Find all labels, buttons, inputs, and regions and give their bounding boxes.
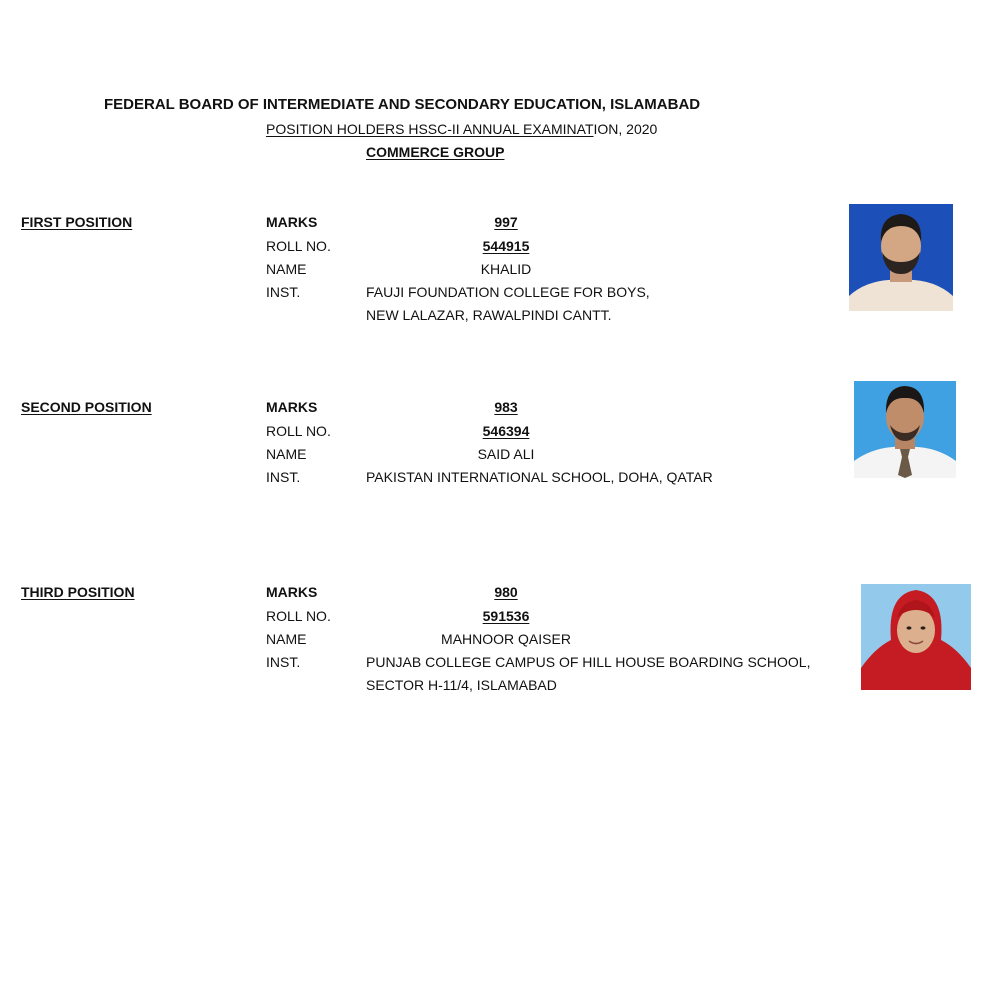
inst-label: INST. [266,284,301,300]
marks-label: MARKS [266,214,318,230]
marks-value: 980 [494,584,518,600]
roll-value: 544915 [482,238,530,254]
roll-label: ROLL NO. [266,608,331,624]
position-title: THIRD POSITION [21,584,135,600]
inst-value-line2: SECTOR H-11/4, ISLAMABAD [366,677,557,693]
inst-value-line1: FAUJI FOUNDATION COLLEGE FOR BOYS, [366,284,650,300]
student-photo-third [861,584,971,690]
inst-label: INST. [266,469,301,485]
roll-value: 591536 [482,608,530,624]
exam-title-underlined: POSITION HOLDERS HSSC-II ANNUAL EXAMINAT [266,121,594,137]
student-photo-second [854,381,956,478]
exam-title [266,121,657,137]
name-label: NAME [266,631,307,647]
roll-value: 546394 [482,423,530,439]
marks-value: 997 [494,214,518,230]
name-value: MAHNOOR QAISER [441,631,571,647]
inst-value-line2: NEW LALAZAR, RAWALPINDI CANTT. [366,307,612,323]
group-title: COMMERCE GROUP [366,144,505,160]
marks-label: MARKS [266,584,318,600]
inst-value-line1: PAKISTAN INTERNATIONAL SCHOOL, DOHA, QATAR [366,469,713,485]
name-value: SAID ALI [477,446,535,462]
position-title: SECOND POSITION [21,399,152,415]
inst-label: INST. [266,654,301,670]
name-label: NAME [266,446,307,462]
position-title: FIRST POSITION [21,214,133,230]
board-title: FEDERAL BOARD OF INTERMEDIATE AND SECONDARY EDUCATION, ISLAMABAD [104,96,701,113]
roll-label: ROLL NO. [266,423,331,439]
marks-value: 983 [494,399,518,415]
marks-label: MARKS [266,399,318,415]
exam-title-rest: ION, 2020 [593,121,658,137]
inst-value-line1: PUNJAB COLLEGE CAMPUS OF HILL HOUSE BOARDING SCHOOL, [366,654,811,670]
roll-label: ROLL NO. [266,238,331,254]
name-label: NAME [266,261,307,277]
name-value: KHALID [480,261,532,277]
student-photo-first [849,204,953,311]
